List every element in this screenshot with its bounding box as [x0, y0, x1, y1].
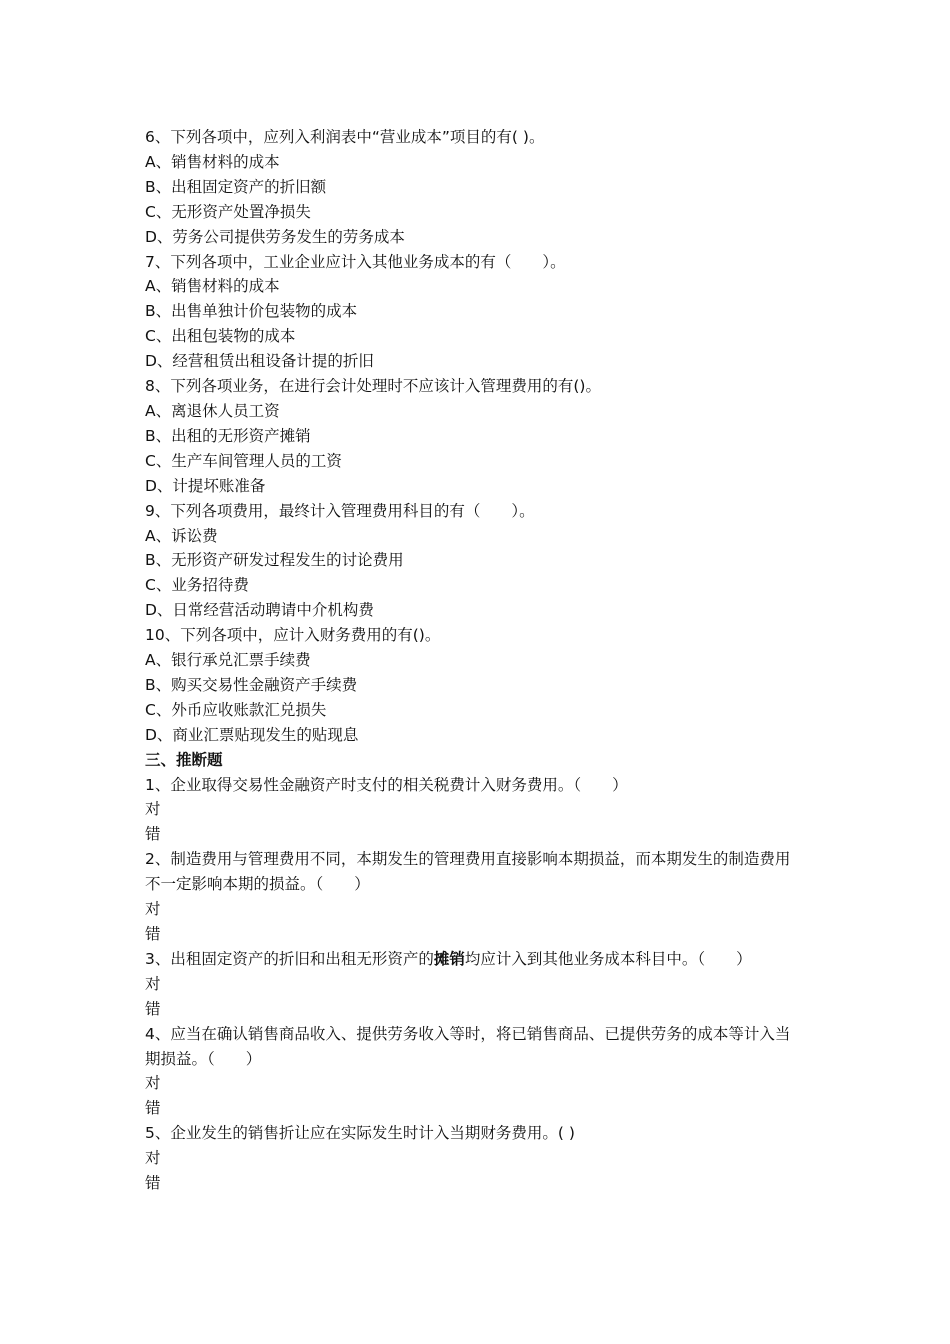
option-b: B、出售单独计价包装物的成本 [145, 302, 358, 321]
tf-question-text-part2: 均应计入到其他业务成本科目中。（ ） [464, 949, 752, 968]
option-a: A、银行承兑汇票手续费 [145, 651, 311, 670]
tf-question-text-part1: 3、出租固定资产的折旧和出租无形资产的 [145, 949, 434, 968]
tf-question-3 [145, 947, 805, 1022]
question-6 [145, 125, 805, 250]
question-8 [145, 374, 805, 499]
option-c: C、出租包装物的成本 [145, 327, 296, 346]
option-a: A、离退休人员工资 [145, 401, 280, 420]
tf-question-text: 5、企业发生的销售折让应在实际发生时计入当期财务费用。( ) [145, 1124, 575, 1143]
option-b: B、出租的无形资产摊销 [145, 426, 311, 445]
option-true: 对 [145, 900, 161, 919]
option-d: D、计提坏账准备 [145, 476, 266, 495]
option-d: D、经营租赁出租设备计提的折旧 [145, 352, 374, 371]
tf-question-2 [145, 847, 805, 947]
option-false: 错 [145, 999, 161, 1018]
option-false: 错 [145, 1174, 161, 1193]
option-true: 对 [145, 1149, 161, 1168]
question-stem: 7、下列各项中，工业企业应计入其他业务成本的有（ ）。 [145, 252, 566, 271]
option-false: 错 [145, 825, 161, 844]
option-c: C、生产车间管理人员的工资 [145, 451, 342, 470]
option-d: D、商业汇票贴现发生的贴现息 [145, 725, 359, 744]
document-page [145, 125, 805, 1196]
section-heading: 三、推断题 [145, 750, 223, 769]
option-a: A、诉讼费 [145, 526, 218, 545]
option-false: 错 [145, 1099, 161, 1118]
option-b: B、购买交易性金融资产手续费 [145, 675, 358, 694]
option-false: 错 [145, 925, 161, 943]
option-d: D、劳务公司提供劳务发生的劳务成本 [145, 227, 405, 246]
question-9 [145, 499, 805, 624]
option-c: C、业务招待费 [145, 576, 249, 595]
tf-question-text: 2、制造费用与管理费用不同，本期发生的管理费用直接影响本期损益，而本期发生的制造费用不一定影响本期的损益。（ ） [145, 850, 791, 894]
question-10 [145, 623, 805, 748]
option-true: 对 [145, 974, 161, 993]
option-b: B、无形资产研发过程发生的讨论费用 [145, 551, 404, 570]
tf-question-text: 1、企业取得交易性金融资产时支付的相关税费计入财务费用。（ ） [145, 775, 628, 794]
tf-question-text [145, 947, 805, 972]
option-true: 对 [145, 1074, 161, 1093]
option-a: A、销售材料的成本 [145, 277, 280, 296]
tf-question-text-bold: 摊销 [433, 949, 465, 968]
option-b: B、出租固定资产的折旧额 [145, 177, 327, 196]
option-c: C、无形资产处置净损失 [145, 202, 311, 221]
option-a: A、销售材料的成本 [145, 152, 280, 171]
question-stem: 8、下列各项业务，在进行会计处理时不应该计入管理费用的有()。 [145, 377, 601, 396]
tf-question-text: 4、应当在确认销售商品收入、提供劳务收入等时，将已销售商品、已提供劳务的成本等计入当期损益。（ ） [145, 1024, 791, 1068]
tf-question-1 [145, 773, 805, 848]
question-stem: 9、下列各项费用，最终计入管理费用科目的有（ ）。 [145, 501, 535, 520]
option-c: C、外币应收账款汇兑损失 [145, 700, 327, 719]
tf-question-4 [145, 1022, 805, 1122]
option-true: 对 [145, 800, 161, 819]
question-stem: 10、下列各项中，应计入财务费用的有()。 [145, 626, 441, 645]
tf-question-5 [145, 1121, 805, 1196]
question-stem: 6、下列各项中，应列入利润表中“营业成本”项目的有( )。 [145, 128, 545, 146]
question-7 [145, 250, 805, 375]
option-d: D、日常经营活动聘请中介机构费 [145, 601, 374, 620]
